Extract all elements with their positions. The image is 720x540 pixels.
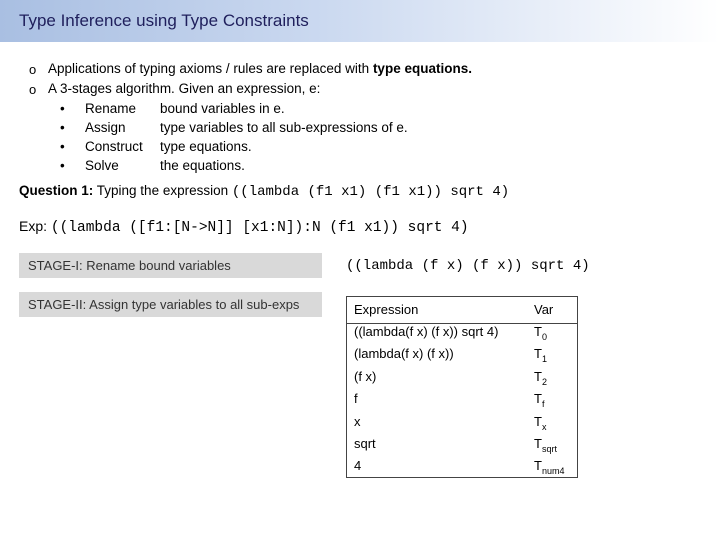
sub-bullet-marker: • xyxy=(60,101,65,116)
exp-label: Exp: xyxy=(19,218,48,234)
sub-bullet-keyword: Rename xyxy=(85,101,137,116)
sub-bullet-desc: type equations. xyxy=(160,139,252,154)
bullet-item xyxy=(48,61,472,76)
bullet-marker: o xyxy=(29,82,37,97)
stage-box xyxy=(19,253,322,278)
sub-bullet-desc: type variables to all sub-expressions of e. xyxy=(160,120,408,135)
exp-line xyxy=(19,218,469,236)
table-cell-expression: sqrt xyxy=(354,436,376,451)
sub-bullet-marker: • xyxy=(60,158,65,173)
question-label: Question 1: xyxy=(19,183,94,198)
var-letter: T xyxy=(534,391,542,406)
sub-bullet-keyword: Assign xyxy=(85,120,126,135)
sub-bullet-desc: bound variables in e. xyxy=(160,101,285,116)
var-subscript: num4 xyxy=(541,466,565,476)
bullet-marker: o xyxy=(29,62,37,77)
var-letter: T xyxy=(534,369,542,384)
question-code: ((lambda (f1 x1) (f1 x1)) sqrt 4) xyxy=(231,184,510,200)
question-text: Typing the expression xyxy=(96,183,229,198)
table-cell-var xyxy=(534,436,557,454)
question-line xyxy=(19,183,509,200)
stage-label: STAGE-I: Rename bound variables xyxy=(28,258,231,273)
table-cell-expression: f xyxy=(354,391,358,406)
var-letter: T xyxy=(534,414,542,429)
table-cell-expression: 4 xyxy=(354,458,362,473)
sub-bullet-desc: the equations. xyxy=(160,158,245,173)
stage-label: STAGE-II: Assign type variables to all sub-exps xyxy=(28,297,300,312)
table-cell-var xyxy=(534,346,547,364)
table-cell-var xyxy=(534,458,564,476)
table-cell-expression: (f x) xyxy=(354,369,377,384)
bullet-text: A 3-stages algorithm. Given an expression, e: xyxy=(48,81,321,96)
bullet-item xyxy=(48,81,320,96)
expression-var-table xyxy=(346,296,578,478)
table-header-var: Var xyxy=(534,302,554,317)
sub-bullet-keyword: Solve xyxy=(85,158,119,173)
stage-box xyxy=(19,292,322,317)
table-cell-var xyxy=(534,414,546,432)
table-cell-expression: x xyxy=(354,414,361,429)
bullet-bold-text: type equations. xyxy=(372,61,472,76)
table-cell-var xyxy=(534,369,547,387)
bullet-text: Applications of typing axioms / rules are replaced with xyxy=(48,61,370,76)
var-letter: T xyxy=(534,324,542,339)
table-cell-expression: ((lambda(f x) (f x)) sqrt 4) xyxy=(354,324,499,339)
var-subscript: f xyxy=(541,399,545,409)
renamed-expression: ((lambda (f x) (f x)) sqrt 4) xyxy=(346,258,590,274)
sub-bullet-keyword: Construct xyxy=(85,139,143,154)
slide-title: Type Inference using Type Constraints xyxy=(19,11,309,30)
table-cell-expression: (lambda(f x) (f x)) xyxy=(354,346,454,361)
var-letter: T xyxy=(534,436,542,451)
table-header-expression: Expression xyxy=(354,302,419,317)
var-letter: T xyxy=(534,458,542,473)
var-subscript: 2 xyxy=(541,377,547,387)
var-subscript: x xyxy=(541,422,547,432)
var-subscript: 1 xyxy=(541,354,547,364)
exp-code: ((lambda ([f1:[N->N]] [x1:N]):N (f1 x1)) sqrt 4) xyxy=(50,220,469,236)
table-cell-var xyxy=(534,324,547,342)
table-cell-var xyxy=(534,391,544,409)
var-letter: T xyxy=(534,346,542,361)
var-subscript: sqrt xyxy=(541,444,557,454)
sub-bullet-marker: • xyxy=(60,139,65,154)
var-subscript: 0 xyxy=(541,332,547,342)
sub-bullet-marker: • xyxy=(60,120,65,135)
title-bar xyxy=(0,0,720,42)
